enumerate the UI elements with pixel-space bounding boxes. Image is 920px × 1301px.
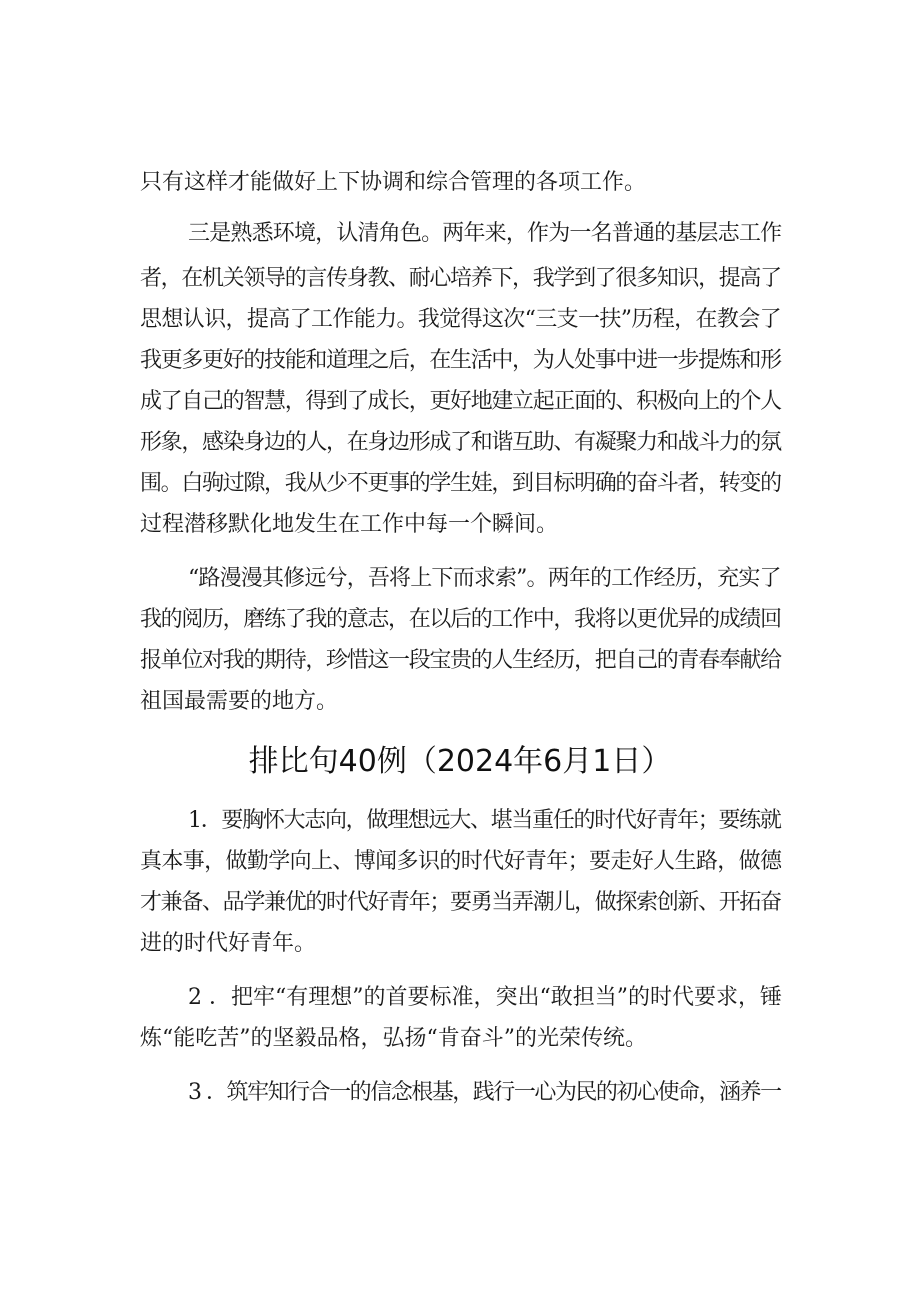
paragraph-line: 过程潜移默化地发生在工作中每一个瞬间。 (140, 512, 559, 537)
paragraph-line: 者，在机关领导的言传身教、耐心培养下，我学到了很多知识，提高了 (140, 266, 781, 291)
paragraph-line: 只有这样才能做好上下协调和综合管理的各项工作。 (140, 170, 647, 195)
list-item-line: 1．要胸怀大志向，做理想远大、堪当重任的时代好青年；要练就 (188, 808, 781, 833)
paragraph-line: 我更多更好的技能和道理之后，在生活中，为人处事中进一步提炼和形 (140, 348, 781, 373)
paragraph-line: 祖国最需要的地方。 (140, 689, 339, 714)
paragraph-line: 围。白驹过隙，我从少不更事的学生娃，到目标明确的奋斗者，转变的 (140, 471, 781, 496)
list-item-line: 炼“能吃苦”的坚毅品格，弘扬“肯奋斗”的光荣传统。 (140, 1026, 647, 1051)
paragraph-line: 三是熟悉环境，认清角色。两年来，作为一名普通的基层志工作 (188, 221, 782, 246)
list-item-line: 真本事，做勤学向上、博闻多识的时代好青年；要走好人生路，做德 (140, 849, 782, 874)
list-item-line: 2 ．把牢“有理想”的首要标准，突出“敢担当”的时代要求，锤 (188, 985, 782, 1010)
list-item-line: 3 ．筑牢知行合一的信念根基，践行一心为民的初心使命，涵养一 (188, 1080, 781, 1105)
list-item-line: 才兼备、品学兼优的时代好青年；要勇当弄潮儿，做探索创新、开拓奋 (140, 890, 781, 915)
paragraph-line: 形象，感染身边的人，在身边形成了和谐互助、有凝聚力和战斗力的氛 (140, 430, 781, 455)
section-title: 排比句40例（2024年6月1日） (248, 744, 672, 779)
list-item-line: 进的时代好青年。 (140, 931, 317, 956)
paragraph-line: 我的阅历，磨练了我的意志，在以后的工作中，我将以更优异的成绩回 (140, 607, 781, 632)
paragraph-line: “路漫漫其修远兮，吾将上下而求索”。两年的工作经历，充实了 (188, 566, 781, 591)
paragraph-line: 成了自己的智慧，得到了成长，更好地建立起正面的、积极向上的个人 (140, 389, 781, 414)
paragraph-line: 思想认识，提高了工作能力。我觉得这次“三支一扶”历程，在教会了 (140, 307, 781, 332)
paragraph-line: 报单位对我的期待，珍惜这一段宝贵的人生经历，把自己的青春奉献给 (140, 648, 781, 673)
